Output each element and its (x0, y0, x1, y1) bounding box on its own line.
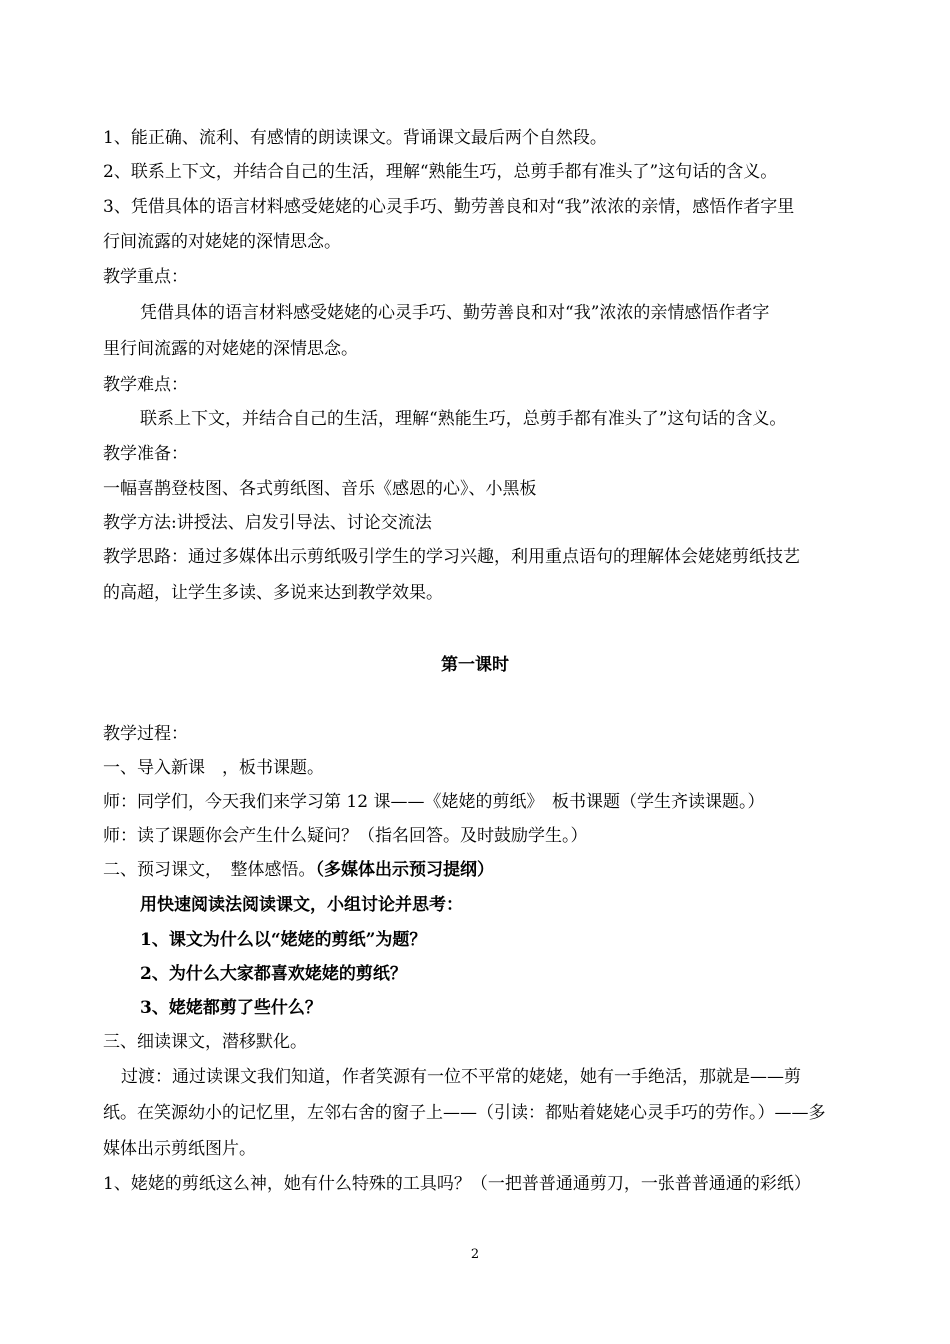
transition-line-3: 媒体出示剪纸图片。 (103, 1139, 256, 1159)
section-title: 第一课时 (441, 655, 509, 675)
preparation-line: 一幅喜鹊登枝图、各式剪纸图、音乐《感恩的心》、小黑板 (103, 479, 537, 499)
teacher-line-1: 师：同学们，今天我们来学习第 12 课——《姥姥的剪纸》 板书课题（学生齐读课题。） (103, 792, 765, 812)
tools-question: 1、姥姥的剪纸这么神，她有什么特殊的工具吗？（一把普普通通剪刀，一张普普通通的彩纸） (103, 1174, 811, 1194)
objective-1: 1、能正确、流利、有感情的朗读课文。背诵课文最后两个自然段。 (103, 128, 607, 148)
objective-3: 3、凭借具体的语言材料感受姥姥的心灵手巧、勤劳善良和对“我”浓浓的亲情，感悟作者字里 (103, 197, 795, 217)
key-points-line-1: 凭借具体的语言材料感受姥姥的心灵手巧、勤劳善良和对“我”浓浓的亲情感悟作者字 (140, 303, 770, 323)
objective-2: 2、联系上下文，并结合自己的生活，理解“熟能生巧，总剪手都有准头了”这句话的含义。 (103, 162, 778, 182)
difficulty-line: 联系上下文，并结合自己的生活，理解“熟能生巧，总剪手都有准头了”这句话的含义。 (140, 409, 787, 429)
approach-line-2: 的高超，让学生多读、多说来达到教学效果。 (103, 583, 443, 603)
page-number: 2 (470, 1247, 480, 1262)
transition-line-2: 纸。在笑源幼小的记忆里，左邻右舍的窗子上——（引读：都贴着姥姥心灵手巧的劳作。）——多 (103, 1103, 826, 1123)
preparation-heading: 教学准备： (103, 444, 188, 464)
method-line: 教学方法:讲授法、启发引导法、讨论交流法 (103, 513, 432, 533)
question-2: 2、为什么大家都喜欢姥姥的剪纸？ (140, 964, 407, 984)
reading-prompt: 用快速阅读法阅读课文，小组讨论并思考： (140, 895, 463, 915)
step-2 (103, 859, 494, 881)
question-1: 1、课文为什么以“姥姥的剪纸”为题？ (140, 930, 427, 950)
difficulty-heading: 教学难点： (103, 375, 188, 395)
question-3: 3、姥姥都剪了些什么？ (140, 998, 322, 1018)
transition-line-1: 过渡：通过读课文我们知道，作者笑源有一位不平常的姥姥，她有一手绝活，那就是——剪 (121, 1067, 801, 1087)
approach-line-1: 教学思路：通过多媒体出示剪纸吸引学生的学习兴趣，利用重点语句的理解体会姥姥剪纸技艺 (103, 547, 800, 567)
step-2-note: （多媒体出示预习提纲） (315, 860, 494, 880)
step-3: 三、细读课文，潜移默化。 (103, 1032, 307, 1052)
process-heading: 教学过程： (103, 724, 188, 744)
step-2-text: 二、预习课文， 整体感悟。 (103, 860, 316, 880)
key-points-line-2: 里行间流露的对姥姥的深情思念。 (103, 339, 358, 359)
objective-3-cont: 行间流露的对姥姥的深情思念。 (103, 232, 341, 252)
teacher-line-2: 师：读了课题你会产生什么疑问？（指名回答。及时鼓励学生。） (103, 826, 588, 846)
step-1: 一、导入新课 ，板书课题。 (103, 758, 324, 778)
key-points-heading: 教学重点： (103, 267, 188, 287)
